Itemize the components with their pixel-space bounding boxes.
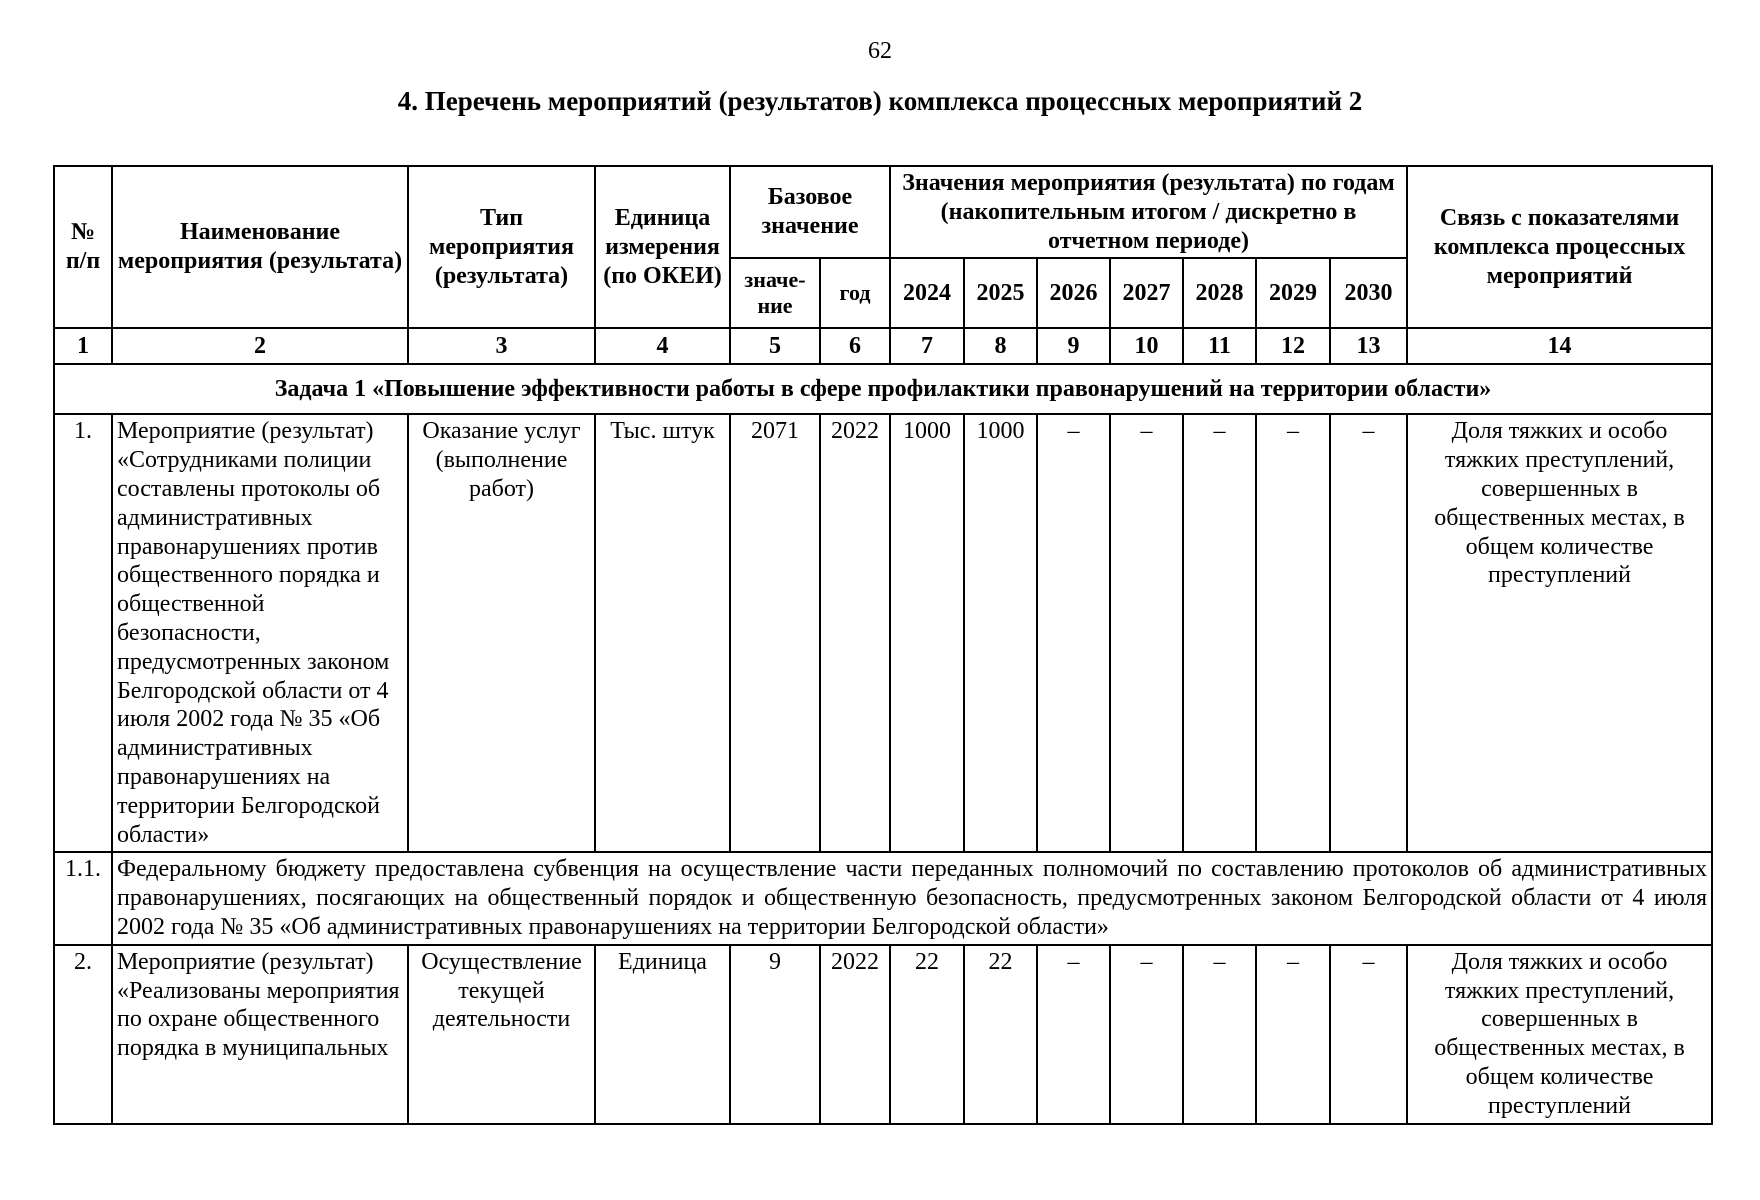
page-number: 62 [868,38,892,64]
task-row [54,364,1712,414]
column-number: 7 [890,328,964,364]
row-name: Мероприятие (результат) «Сотрудниками полиции составлены протоколы об административных правонарушениях против общественного порядка и общественной безопасности, предусмотренных законом Белгородской области от 4 июля 2002 года № 35 «Об административных правонарушениях на территории Белгородской области» [112,414,408,852]
row-value-2030: – [1330,414,1407,852]
row-value-2028: – [1183,414,1256,852]
header-year: 2029 [1256,258,1330,328]
row-link: Доля тяжких и особо тяжких преступлений, совершенных в общественных местах, в общем количестве преступлений [1407,414,1712,852]
measures-table [53,165,1713,1125]
row-no: 1. [54,414,112,852]
header-year: 2024 [890,258,964,328]
header-values-by-year: Значения мероприятия (результата) по годам (накопительным итогом / дискретно в отчетном периоде) [890,166,1407,258]
column-number: 13 [1330,328,1407,364]
table-row [54,414,1712,852]
task-title: Задача 1 «Повышение эффективности работы в сфере профилактики правонарушений на территории области» [54,364,1712,414]
row-value-2027: – [1110,945,1183,1124]
column-number: 14 [1407,328,1712,364]
row-name: Мероприятие (результат) «Реализованы мероприятия по охране общественного порядка в муниципальных [112,945,408,1124]
header-link: Связь с показателями комплекса процессных мероприятий [1407,166,1712,328]
page-title: 4. Перечень мероприятий (результатов) комплекса процессных мероприятий 2 [397,86,1363,116]
header-base-value: значе-ние [730,258,820,328]
column-number: 9 [1037,328,1110,364]
column-number-row [54,328,1712,364]
row-no: 2. [54,945,112,1124]
row-value-2024: 22 [890,945,964,1124]
column-number: 6 [820,328,890,364]
row-value-2025: 22 [964,945,1037,1124]
row-type: Осуществление текущей деятельности [408,945,595,1124]
row-base-value: 9 [730,945,820,1124]
header-year: 2026 [1037,258,1110,328]
header-year: 2028 [1183,258,1256,328]
table-row [54,945,1712,1124]
table-subrow [54,852,1712,944]
row-type: Оказание услуг (выполнение работ) [408,414,595,852]
row-value-2028: – [1183,945,1256,1124]
row-link: Доля тяжких и особо тяжких преступлений, совершенных в общественных местах, в общем количестве преступлений [1407,945,1712,1124]
column-number: 8 [964,328,1037,364]
header-type: Тип мероприятия (результата) [408,166,595,328]
row-value-2029: – [1256,945,1330,1124]
row-unit: Единица [595,945,730,1124]
column-number: 3 [408,328,595,364]
header-base-year: год [820,258,890,328]
row-base-value: 2071 [730,414,820,852]
header-base: Базовое значение [730,166,890,258]
row-unit: Тыс. штук [595,414,730,852]
column-number: 4 [595,328,730,364]
header-row-1 [54,166,1712,258]
row-value-2025: 1000 [964,414,1037,852]
row-value-2026: – [1037,414,1110,852]
header-unit: Единица измерения (по ОКЕИ) [595,166,730,328]
subrow-text: Федеральному бюджету предоставлена субвенция на осуществление части переданных полномочий по составлению протоколов об административных правонарушениях, посягающих на общественный порядок и общественную безопасность, предусмотренных законом Белгородской области от 4 июля 2002 года № 35 «Об административных правонарушениях на территории Белгородской области» [112,852,1712,944]
header-no: № п/п [54,166,112,328]
column-number: 12 [1256,328,1330,364]
row-value-2026: – [1037,945,1110,1124]
row-base-year: 2022 [820,945,890,1124]
header-name: Наименование мероприятия (результата) [112,166,408,328]
row-value-2027: – [1110,414,1183,852]
column-number: 2 [112,328,408,364]
column-number: 5 [730,328,820,364]
row-base-year: 2022 [820,414,890,852]
row-value-2024: 1000 [890,414,964,852]
subrow-no: 1.1. [54,852,112,944]
header-year: 2027 [1110,258,1183,328]
header-year: 2025 [964,258,1037,328]
row-value-2029: – [1256,414,1330,852]
column-number: 10 [1110,328,1183,364]
header-year: 2030 [1330,258,1407,328]
column-number: 11 [1183,328,1256,364]
row-value-2030: – [1330,945,1407,1124]
column-number: 1 [54,328,112,364]
